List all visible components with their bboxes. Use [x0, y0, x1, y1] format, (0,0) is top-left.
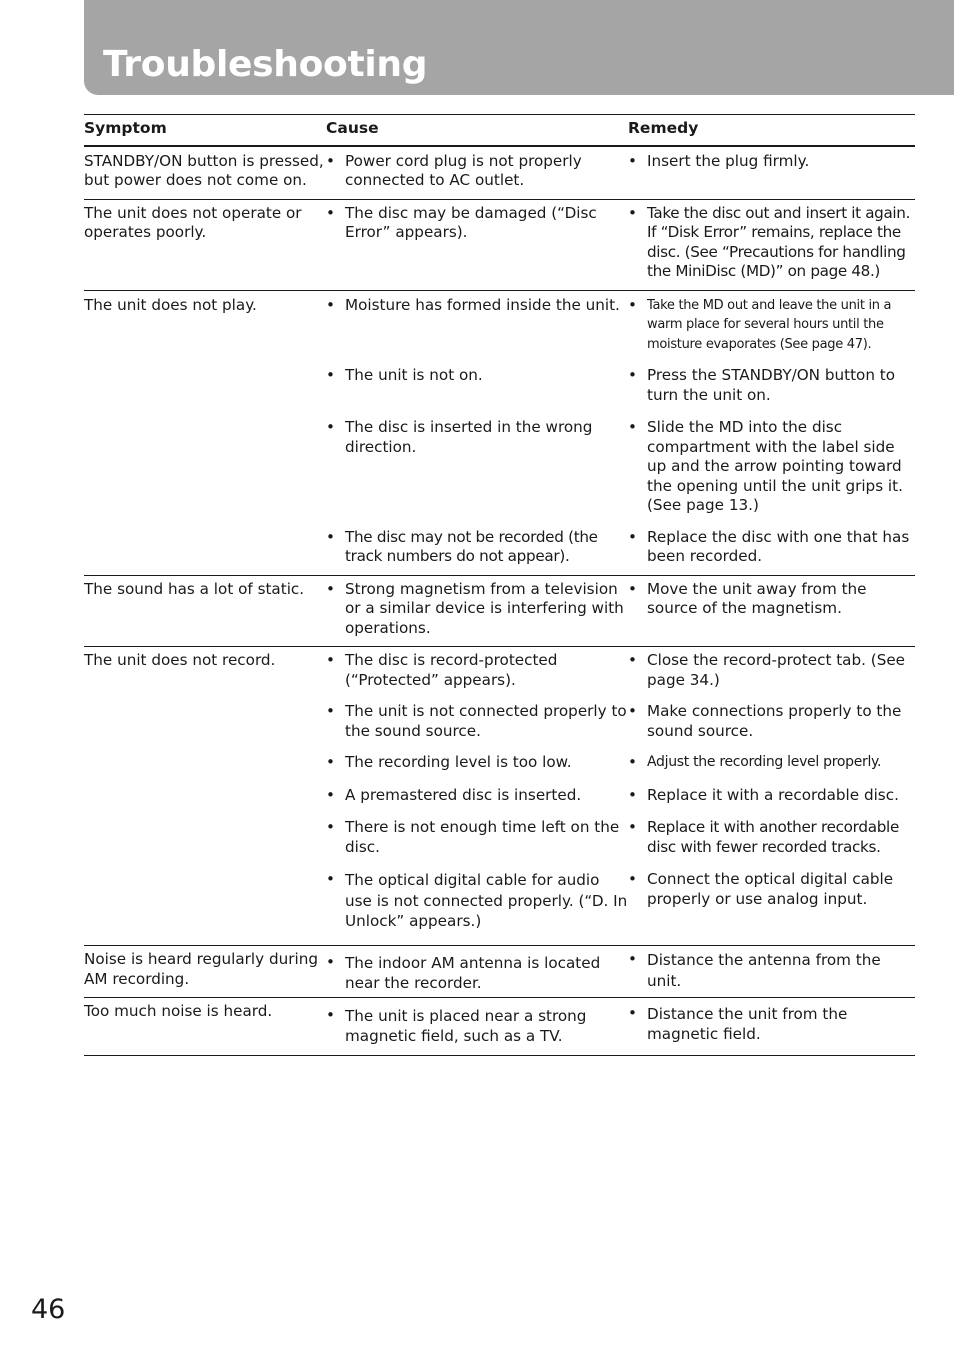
remedy-cell [628, 575, 915, 647]
header-remedy: Remedy [628, 115, 915, 146]
cause-cell [326, 290, 628, 366]
symptom-cell: The sound has a lot of static. [84, 575, 326, 647]
remedy-cell [628, 945, 915, 997]
remedy-text: Replace it with another recordable disc with fewer recorded tracks. [647, 818, 899, 856]
cause-text: The recording level is too low. [345, 753, 572, 771]
table-row [84, 290, 915, 366]
symptom-cell: STANDBY/ON button is pressed, but power does not come on. [84, 146, 326, 200]
remedy-cell [628, 366, 915, 418]
symptom-cell: The unit does not play. [84, 290, 326, 575]
header-cause: Cause [326, 115, 628, 146]
cause-text: A premastered disc is inserted. [345, 785, 582, 804]
remedy-cell [628, 818, 915, 870]
bullet: • [326, 295, 335, 314]
bullet: • [628, 295, 637, 314]
remedy-cell [628, 290, 915, 366]
remedy-text: Distance the antenna from the unit. [647, 950, 881, 990]
page-number: 46 [31, 1294, 66, 1325]
bullet: • [326, 151, 335, 170]
table-header-row [84, 115, 915, 146]
header-symptom: Symptom [84, 115, 326, 146]
remedy-text: Make connections properly to the sound source. [647, 702, 902, 740]
page-title: Troubleshooting [103, 44, 428, 85]
bullet: • [326, 785, 335, 804]
bullet: • [326, 702, 335, 720]
table-row [84, 146, 915, 200]
cause-cell [326, 575, 628, 647]
bullet: • [628, 753, 637, 771]
cause-text: The disc is inserted in the wrong direction. [345, 418, 593, 456]
bullet: • [628, 579, 637, 598]
symptom-cell: Noise is heard regularly during AM recording. [84, 945, 326, 997]
remedy-text: Slide the MD into the disc compartment with the label side up and the arrow pointing toward the opening until the unit grips it. (See page 13.) [647, 418, 903, 514]
bullet: • [628, 949, 637, 968]
bullet: • [326, 1005, 335, 1024]
remedy-text: Replace it with a recordable disc. [647, 785, 899, 804]
cause-text: Moisture has formed inside the unit. [345, 295, 620, 314]
remedy-cell [628, 753, 915, 786]
bullet: • [326, 527, 335, 546]
remedy-text: Replace the disc with one that has been recorded. [647, 527, 910, 565]
cause-text: The indoor AM antenna is located near the recorder. [345, 953, 601, 992]
cause-cell [326, 786, 628, 819]
troubleshooting-table [84, 114, 915, 1056]
remedy-cell [628, 146, 915, 200]
cause-text: Power cord plug is not properly connected to AC outlet. [345, 151, 582, 189]
cause-cell [326, 818, 628, 870]
symptom-cell: Too much noise is heard. [84, 997, 326, 1055]
bullet: • [326, 203, 335, 222]
bullet: • [628, 418, 637, 436]
remedy-text: Move the unit away from the source of the magnetism. [647, 579, 867, 617]
bullet: • [628, 870, 637, 888]
cause-cell [326, 418, 628, 528]
symptom-cell: The unit does not operate or operates poorly. [84, 199, 326, 290]
cause-text: The disc is record-protected (“Protected” appears). [345, 651, 558, 689]
bullet: • [628, 366, 637, 384]
remedy-cell [628, 647, 915, 703]
bullet: • [326, 952, 335, 971]
bullet: • [326, 651, 335, 669]
remedy-cell [628, 418, 915, 528]
bullet: • [326, 818, 335, 836]
cause-text: Strong magnetism from a television or a similar device is interfering with operations. [345, 579, 624, 637]
cause-cell [326, 945, 628, 997]
bullet: • [326, 579, 335, 598]
bullet: • [326, 366, 335, 384]
cause-cell [326, 870, 628, 945]
table-row [84, 575, 915, 647]
bullet: • [628, 151, 637, 170]
remedy-text: Adjust the recording level properly. [647, 754, 882, 770]
cause-cell [326, 753, 628, 786]
bullet: • [326, 418, 335, 436]
remedy-cell [628, 870, 915, 945]
cause-cell [326, 647, 628, 703]
cause-cell [326, 366, 628, 418]
cause-text: The unit is not connected properly to the sound source. [345, 702, 627, 740]
remedy-text: Distance the unit from the magnetic field. [647, 1004, 848, 1043]
remedy-cell [628, 702, 915, 753]
bullet: • [628, 203, 637, 222]
cause-cell [326, 199, 628, 290]
remedy-cell [628, 528, 915, 576]
bullet: • [628, 785, 637, 804]
cause-cell [326, 997, 628, 1055]
cause-text: The optical digital cable for audio use is not connected properly. (“D. In Unlock” appears.) [345, 871, 628, 930]
table-row [84, 199, 915, 290]
bullet: • [628, 702, 637, 720]
remedy-text: Close the record-protect tab. (See page 34.) [647, 651, 906, 689]
bullet: • [628, 651, 637, 669]
cause-text: The unit is placed near a strong magnetic field, such as a TV. [345, 1006, 587, 1045]
remedy-cell [628, 199, 915, 290]
cause-text: The disc may not be recorded (the track numbers do not appear). [345, 527, 598, 565]
bullet: • [326, 753, 335, 771]
remedy-cell [628, 786, 915, 819]
symptom-cell: The unit does not record. [84, 647, 326, 946]
cause-cell [326, 528, 628, 576]
bullet: • [628, 527, 637, 546]
remedy-text: Take the disc out and insert it again. If “Disk Error” remains, replace the disc. (See “Precautions for handling the MiniDisc (MD)” on page 48.) [647, 203, 911, 280]
cause-text: The unit is not on. [345, 366, 483, 384]
cause-cell [326, 146, 628, 200]
cause-text: There is not enough time left on the disc. [345, 818, 620, 856]
bullet: • [326, 870, 335, 888]
table-row [84, 945, 915, 997]
remedy-text: Take the MD out and leave the unit in a warm place for several hours until the moisture evaporates (See page 47). [647, 297, 892, 352]
cause-cell [326, 702, 628, 753]
remedy-text: Press the STANDBY/ON button to turn the unit on. [647, 366, 896, 404]
table-row [84, 997, 915, 1055]
title-banner [84, 0, 954, 95]
bullet: • [628, 1003, 637, 1022]
bullet: • [628, 818, 637, 836]
cause-text: The disc may be damaged (“Disc Error” appears). [345, 203, 597, 241]
table-row [84, 647, 915, 703]
remedy-cell [628, 997, 915, 1055]
remedy-text: Connect the optical digital cable properly or use analog input. [647, 870, 894, 908]
remedy-text: Insert the plug firmly. [647, 151, 810, 170]
